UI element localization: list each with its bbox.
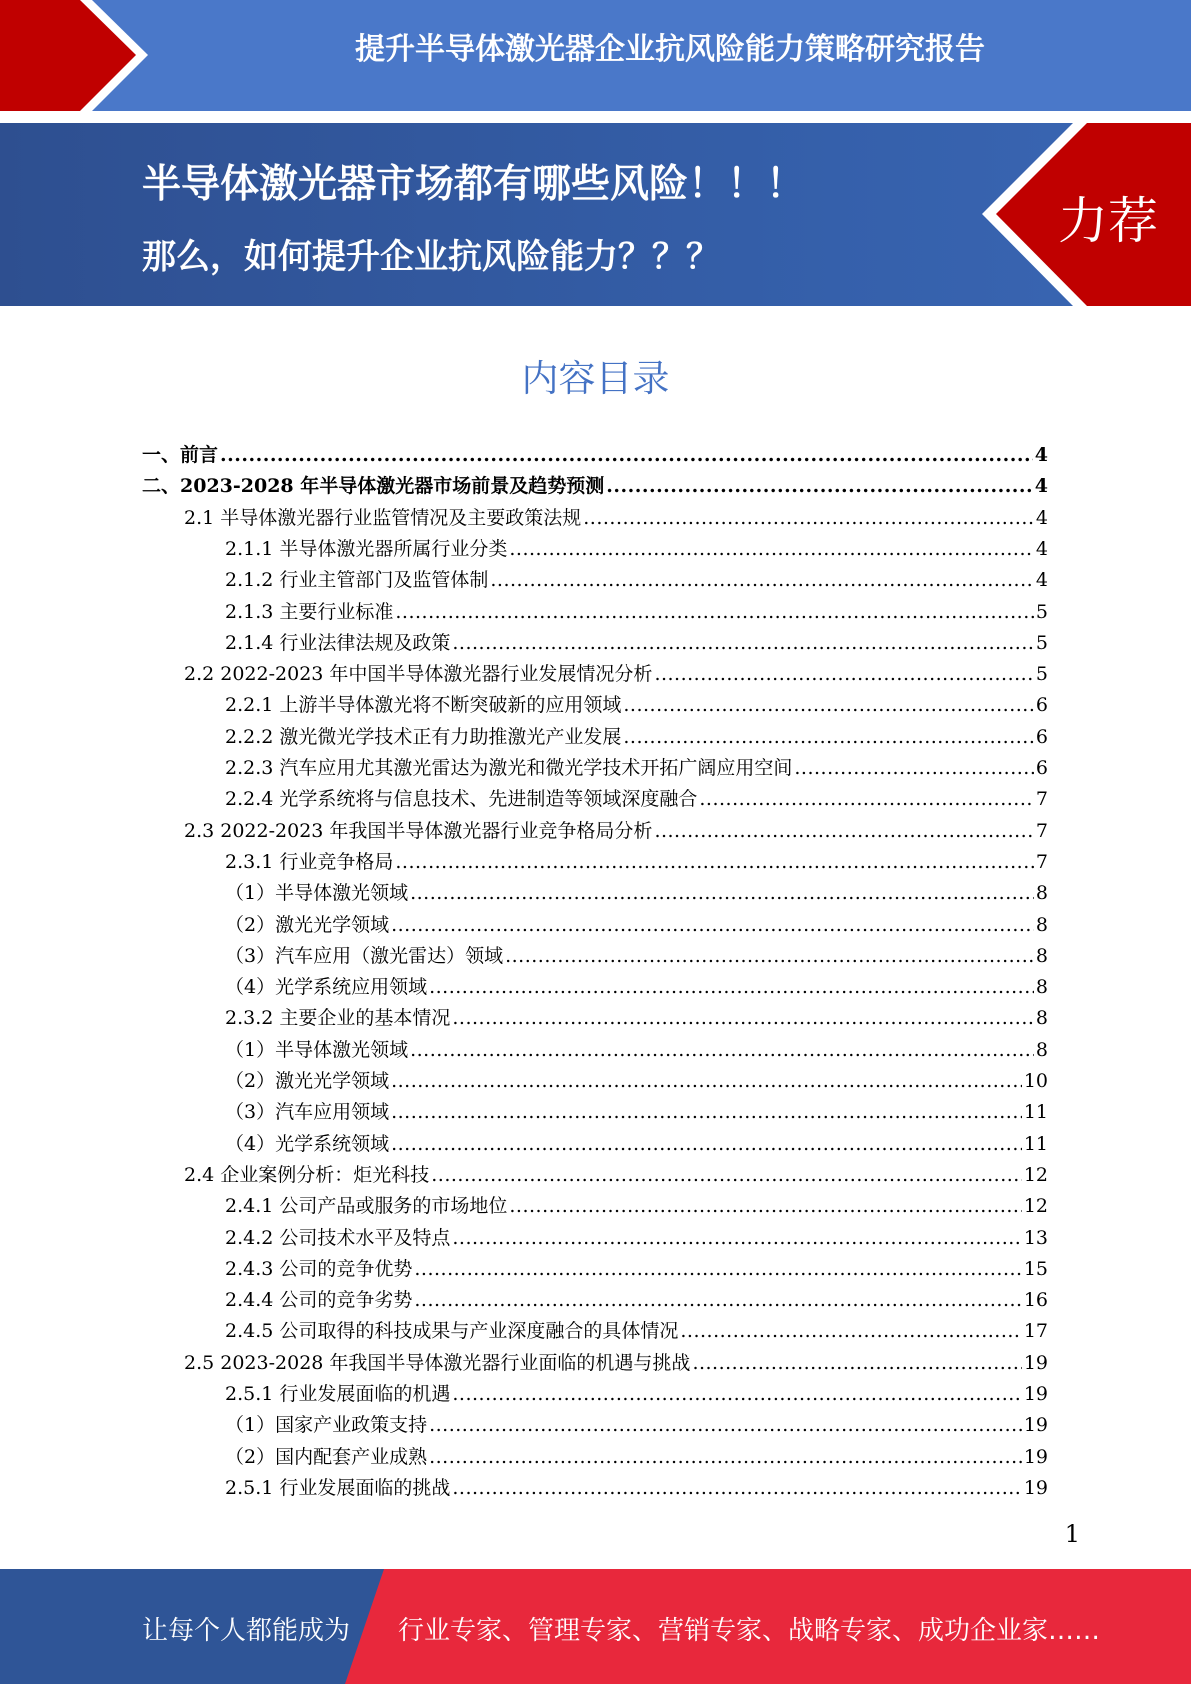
toc-dot-leader [452, 1003, 1034, 1034]
toc-entry-label: （1）国家产业政策支持 [225, 1414, 428, 1437]
toc-entry[interactable] [225, 878, 1048, 909]
toc-entry[interactable] [225, 784, 1048, 815]
toc-entry-page: 19 [1023, 1383, 1048, 1405]
toc-entry-label: 2.5 2023-2028 年我国半导体激光器行业面临的机遇与挑战 [184, 1351, 691, 1374]
toc-entry-label: （2）激光光学领域 [225, 1070, 390, 1092]
toc-entry[interactable] [225, 1191, 1048, 1222]
toc-entry-page: 6 [1035, 757, 1048, 779]
toc-entry-label: （4）光学系统领域 [225, 1132, 390, 1155]
toc-entry-label: 2.4.2 公司技术水平及特点 [225, 1226, 451, 1249]
toc-entry-page: 4 [1035, 537, 1048, 560]
toc-entry[interactable] [225, 597, 1048, 628]
toc-entry-label: 2.5.1 行业发展面临的机遇 [225, 1383, 451, 1405]
toc-entry-page: 19 [1023, 1476, 1048, 1499]
toc-entry[interactable] [225, 1379, 1048, 1410]
toc-entry-page: 4 [1035, 506, 1048, 529]
toc-entry[interactable] [225, 690, 1048, 721]
toc-entry[interactable] [225, 1254, 1048, 1285]
toc-entry-label: 2.4.5 公司取得的科技成果与产业深度融合的具体情况 [225, 1320, 679, 1343]
toc-entry[interactable] [225, 1285, 1048, 1316]
toc-entry[interactable] [184, 816, 1048, 847]
toc-entry-label: 2.3.1 行业竞争格局 [225, 850, 394, 873]
toc-entry-label: 2.4.3 公司的竞争优势 [225, 1257, 413, 1280]
header-red-arrow [0, 0, 150, 111]
toc-dot-leader [654, 659, 1033, 690]
toc-entry[interactable] [142, 440, 1048, 471]
toc-entry-label: 2.2.1 上游半导体激光将不断突破新的应用领域 [225, 694, 622, 717]
toc-entry[interactable] [184, 1348, 1048, 1379]
toc-entry-page: 8 [1035, 1007, 1048, 1030]
toc-dot-leader [623, 722, 1034, 753]
toc-entry-label: （4）光学系统应用领域 [225, 976, 428, 999]
toc-dot-leader [794, 753, 1034, 784]
toc-entry-page: 8 [1035, 976, 1048, 999]
toc-dot-leader [452, 1223, 1021, 1254]
toc-entry-label: 2.1.2 行业主管部门及监管体制 [225, 569, 489, 592]
toc-entry-label: 2.4.4 公司的竞争劣势 [225, 1289, 413, 1312]
toc-entry[interactable] [225, 847, 1048, 878]
hero-banner [0, 123, 1191, 306]
toc-dot-leader [220, 440, 1033, 471]
toc-entry-page: 4 [1035, 569, 1048, 592]
toc-dot-leader [429, 972, 1034, 1003]
toc-entry-page: 17 [1023, 1320, 1048, 1343]
toc-entry[interactable] [184, 503, 1048, 534]
toc-entry-page: 4 [1034, 475, 1048, 498]
toc-entry-label: 2.2.2 激光微光学技术正有力助推激光产业发展 [225, 725, 622, 748]
toc-entry-page: 19 [1023, 1351, 1048, 1374]
toc-entry-page: 8 [1035, 882, 1048, 905]
toc-dot-leader [692, 1348, 1021, 1379]
toc-dot-leader [606, 471, 1033, 502]
toc-dot-leader [391, 910, 1034, 941]
toc-entry-page: 5 [1035, 600, 1048, 623]
toc-entry-label: 2.1.1 半导体激光器所属行业分类 [225, 537, 508, 560]
toc-entry[interactable] [142, 471, 1048, 502]
toc-dot-leader [395, 847, 1034, 878]
toc-entry[interactable] [225, 722, 1048, 753]
toc-entry[interactable] [225, 1442, 1048, 1473]
toc-entry-page: 6 [1035, 725, 1048, 748]
hero-subheadline: 那么，如何提升企业抗风险能力？？？ [142, 237, 720, 277]
toc-entry-label: （3）汽车应用（激光雷达）领域 [225, 944, 504, 967]
toc-entry[interactable] [225, 1223, 1048, 1254]
toc-title: 内容目录 [521, 357, 670, 400]
toc-dot-leader [429, 1410, 1022, 1441]
hero-headline: 半导体激光器市场都有哪些风险！！！ [142, 162, 806, 207]
toc-dot-leader [583, 503, 1034, 534]
toc-entry[interactable] [225, 910, 1048, 941]
toc-dot-leader [699, 784, 1034, 815]
toc-entry[interactable] [225, 534, 1048, 565]
toc-dot-leader [429, 1442, 1022, 1473]
toc-entry-page: 7 [1035, 819, 1048, 842]
report-title: 提升半导体激光器企业抗风险能力策略研究报告 [355, 32, 985, 67]
toc-entry-label: 2.1 半导体激光器行业监管情况及主要政策法规 [184, 506, 582, 529]
toc-entry[interactable] [225, 1410, 1048, 1441]
toc-entry-page: 8 [1035, 1038, 1048, 1061]
toc-entry-page: 4 [1034, 444, 1048, 466]
toc-entry[interactable] [225, 1473, 1048, 1504]
toc-dot-leader [623, 690, 1034, 721]
toc-entry[interactable] [225, 1035, 1048, 1066]
toc-entry-page: 8 [1035, 913, 1048, 936]
toc-dot-leader [391, 1097, 1022, 1128]
toc-entry-page: 15 [1023, 1257, 1048, 1280]
toc-entry-page: 11 [1023, 1132, 1048, 1155]
toc-dot-leader [505, 941, 1034, 972]
toc-dot-leader [410, 1035, 1034, 1066]
toc-entry[interactable] [184, 659, 1048, 690]
toc-entry-label: 2.5.1 行业发展面临的挑战 [225, 1476, 451, 1499]
toc-entry-label: 2.2.4 光学系统将与信息技术、先进制造等领域深度融合 [225, 788, 698, 811]
toc-entry-page: 12 [1023, 1195, 1048, 1218]
toc-entry-page: 8 [1035, 944, 1048, 967]
toc-entry-label: （2）激光光学领域 [225, 913, 390, 936]
hero-red-badge-shape [0, 123, 1191, 306]
toc-entry-page: 12 [1023, 1163, 1048, 1186]
footer-slogan-left: 让每个人都能成为 [142, 1616, 351, 1646]
toc-entry[interactable] [225, 941, 1048, 972]
toc-entry-label: 2.4.1 公司产品或服务的市场地位 [225, 1195, 508, 1218]
toc-dot-leader [391, 1129, 1022, 1160]
toc-entry-label: （1）半导体激光领域 [225, 1038, 409, 1061]
toc-entry-label: 2.1.4 行业法律法规及政策 [225, 631, 451, 654]
toc-entry[interactable] [225, 1003, 1048, 1034]
toc-entry-label: 一、前言 [142, 444, 219, 466]
toc-entry-page: 19 [1023, 1414, 1048, 1437]
toc-dot-leader [680, 1316, 1021, 1347]
toc-entry[interactable] [225, 753, 1048, 784]
toc-entry-label: 二、2023-2028 年半导体激光器市场前景及趋势预测 [142, 475, 605, 498]
toc-dot-leader [509, 1191, 1021, 1222]
toc-entry-page: 7 [1035, 850, 1048, 873]
toc-entry-label: 2.2 2022-2023 年中国半导体激光器行业发展情况分析 [184, 663, 653, 686]
toc-entry-label: 2.3.2 主要企业的基本情况 [225, 1007, 451, 1030]
toc-dot-leader [490, 565, 1034, 596]
toc-entry-page: 13 [1023, 1226, 1048, 1249]
footer-slogan-right: 行业专家、管理专家、营销专家、战略专家、成功企业家…… [398, 1616, 1101, 1646]
toc-entry-page: 7 [1035, 788, 1048, 811]
toc-dot-leader [431, 1160, 1022, 1191]
toc-entry-page: 16 [1023, 1289, 1048, 1312]
toc-entry-page: 10 [1023, 1070, 1048, 1092]
toc-entry-label: 2.4 企业案例分析：炬光科技 [184, 1163, 430, 1186]
toc-entry[interactable] [225, 628, 1048, 659]
toc-entry-page: 5 [1035, 631, 1048, 654]
toc-dot-leader [391, 1066, 1022, 1097]
toc-dot-leader [410, 878, 1034, 909]
toc-entry[interactable] [225, 1316, 1048, 1347]
toc-entry-page: 6 [1035, 694, 1048, 717]
toc-entry[interactable] [225, 972, 1048, 1003]
toc-dot-leader [414, 1254, 1021, 1285]
toc-dot-leader [414, 1285, 1021, 1316]
hero-badge-text: 力荐 [1058, 192, 1158, 250]
page-number: 1 [1064, 1520, 1080, 1548]
toc-entry[interactable] [225, 1097, 1048, 1128]
toc-entry-page: 11 [1023, 1101, 1048, 1124]
toc-entry[interactable] [184, 1160, 1048, 1191]
toc-entry[interactable] [225, 1129, 1048, 1160]
toc-entry-label: 2.2.3 汽车应用尤其激光雷达为激光和微光学技术开拓广阔应用空间 [225, 757, 793, 779]
toc-entry-label: （3）汽车应用领域 [225, 1101, 390, 1124]
toc-dot-leader [654, 816, 1033, 847]
toc-dot-leader [395, 597, 1034, 628]
toc-entry[interactable] [225, 1066, 1048, 1097]
toc-dot-leader [452, 1379, 1021, 1410]
toc-dot-leader [509, 534, 1034, 565]
toc-entry-label: 2.3 2022-2023 年我国半导体激光器行业竞争格局分析 [184, 819, 653, 842]
toc-entry-label: 2.1.3 主要行业标准 [225, 600, 394, 623]
toc-dot-leader [452, 1473, 1021, 1504]
toc-entry-label: （1）半导体激光领域 [225, 882, 409, 905]
toc-entry-page: 5 [1035, 663, 1048, 686]
toc-entry-label: （2）国内配套产业成熟 [225, 1445, 428, 1468]
toc-entry-page: 19 [1023, 1445, 1048, 1468]
toc-dot-leader [452, 628, 1034, 659]
toc-entry[interactable] [225, 565, 1048, 596]
